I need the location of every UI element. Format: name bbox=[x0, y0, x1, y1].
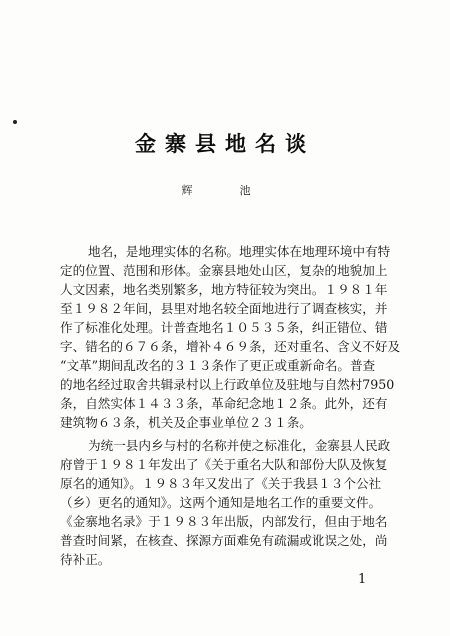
paragraph-1-line: 条，自然实体１４３３条，革命纪念地１２条。此外，还有 bbox=[60, 396, 388, 411]
paragraph-1-line: 至１９８２年间，县里对地名较全面地进行了调查核实，并 bbox=[60, 301, 388, 316]
page-number: 1 bbox=[358, 572, 367, 587]
paragraph-2-line: （乡）更名的通知》。这两个通知是地名工作的重要文件。 bbox=[60, 495, 382, 510]
paragraph-2-line: 原名的通知》。１９８３年又发出了《关于我县１３个公社 bbox=[60, 476, 382, 491]
paragraph-1-line: “文革”期间乱改名的３１３条作了更正或重新命名。普查 bbox=[60, 358, 376, 373]
paragraph-1-line: 字、错名的６７６条，增补４６９条，还对重名、含义不好及 bbox=[60, 339, 401, 354]
paragraph-1-line: 地名，是地理实体的名称。地理实体在地理环境中有特 bbox=[88, 244, 391, 259]
paragraph-2-line: 普查时间紧，在核查、探源方面难免有疏漏或讹误之处，尚 bbox=[60, 533, 388, 548]
paragraph-2-line: 府曾于１９８１年发出了《关于重名大队和部份大队及恢复 bbox=[60, 457, 388, 472]
paragraph-1-line: 定的位置、范围和形体。金寨县地处山区，复杂的地貌加上 bbox=[60, 263, 388, 278]
article-title: 金寨县地名谈 bbox=[135, 132, 315, 156]
paragraph-2-line: 为统一县内乡与村的名称并使之标准化，金寨县人民政 bbox=[88, 438, 391, 453]
ink-speck bbox=[13, 120, 17, 124]
paragraph-2-line: 待补正。 bbox=[60, 552, 111, 567]
paragraph-1-line: 人文因素，地名类别繁多，地方特征较为突出。１９８１年 bbox=[60, 282, 388, 297]
paragraph-1-line: 建筑物６３条，机关及企事业单位２３１条。 bbox=[60, 415, 312, 430]
article-author: 辉 池 bbox=[181, 184, 269, 197]
paragraph-1-line: 作了标准化处理。计普查地名１０５３５条，纠正错位、错 bbox=[60, 320, 388, 335]
paragraph-1-line: 的地名经过取舍共辑录村以上行政单位及驻地与自然村7950 bbox=[60, 377, 395, 392]
paragraph-2-line: 《金寨地名录》于１９８３年出版，内部发行，但由于地名 bbox=[60, 514, 388, 529]
